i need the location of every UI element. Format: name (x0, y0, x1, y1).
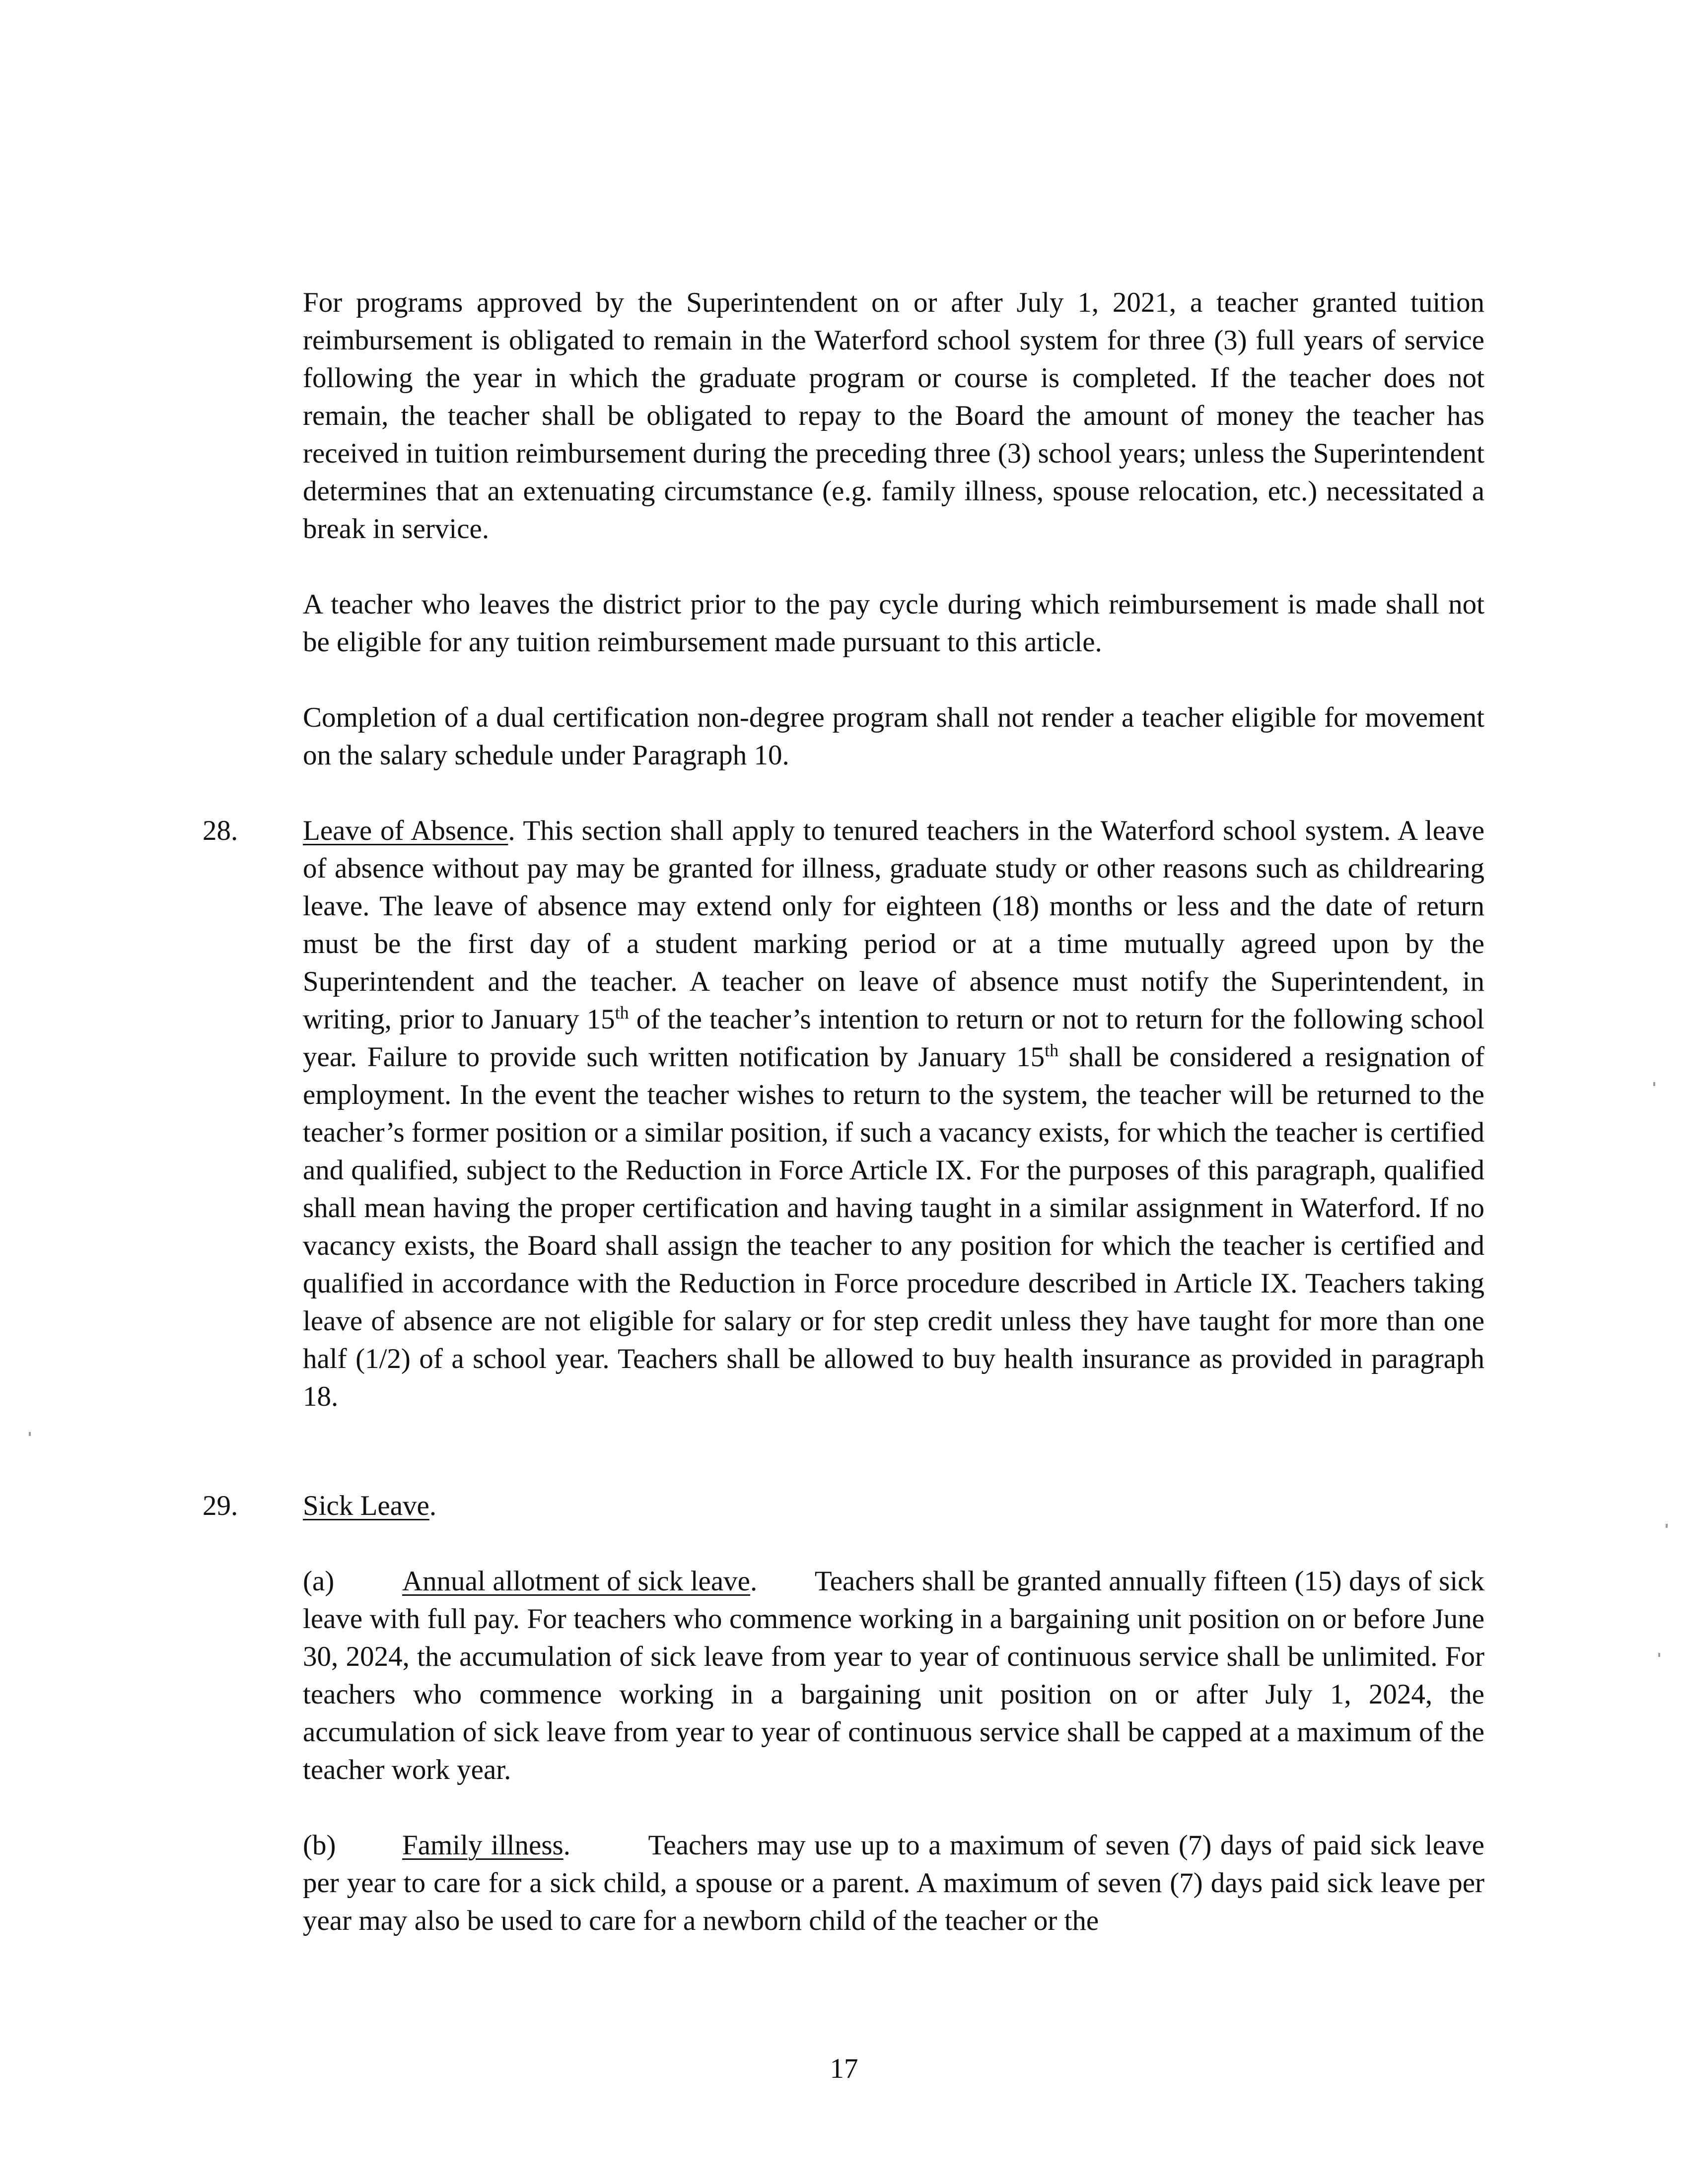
scan-speck (1666, 1524, 1668, 1528)
section-29-b-paragraph (303, 1827, 1484, 1940)
scan-speck (1658, 1653, 1660, 1657)
section-29-b-text: Teachers may use up to a maximum of seven (7) days of paid sick leave per year to care for a sick child, a spouse or a parent. A maximum of seven (7) days paid sick leave per year may also be used to care for a newborn child of the teacher or the (303, 1830, 1484, 1936)
section-28-heading: Leave of Absence (303, 815, 508, 846)
section-29-a-text: Teachers shall be granted annually fifteen (15) days of sick leave with full pay. For teachers who commence working in a bargaining unit position on or before June 30, 2024, the accumulation of sick leave from year to year of continuous service shall be unlimited. For teachers who commence working in a bargaining unit position on or after July 1, 2024, the accumulation of sick leave from year to year of continuous service shall be capped at a maximum of the teacher work year. (303, 1566, 1484, 1785)
section-29-b-label: (b) (303, 1830, 336, 1861)
section-29-heading-suffix: . (429, 1490, 437, 1521)
tuition-paragraph-1: For programs approved by the Superintendent on or after July 1, 2021, a teacher granted tuition reimbursement is obligated to remain in the Waterford school system for three (3) full years of service following the year in which the graduate program or course is completed. If the teacher does not remain, the teacher shall be obligated to repay to the Board the amount of money the teacher has received in tuition reimbursement during the preceding three (3) school years; unless the Superintendent determines that an extenuating circumstance (e.g. family illness, spouse relocation, etc.) necessitated a break in service. (303, 287, 1484, 545)
section-28-text-2: of the teacher’s intention to return or not to return for the following school year. Failure to provide such written notification by January 15 (303, 1004, 1484, 1073)
scan-speck (1653, 1082, 1655, 1086)
section-29-a-title-suffix: . (750, 1566, 758, 1597)
section-28-paragraph (303, 812, 1484, 1416)
section-29-b-title-suffix: . (563, 1830, 570, 1861)
section-28-text-1: . This section shall apply to tenured teachers in the Waterford school system. A leave of absence without pay may be granted for illness, graduate study or other reasons such as childrearing leave. The leave of absence may extend only for eighteen (18) months or less and the date of return must be the first day of a student marking period or at a time mutually agreed upon by the Superintendent and the teacher. A teacher on leave of absence must notify the Superintendent, in writing, prior to January 15 (303, 815, 1484, 1035)
section-29-number: 29. (203, 1490, 238, 1521)
section-29-a-label: (a) (303, 1566, 335, 1597)
section-28-sup-1: th (615, 1003, 629, 1023)
section-28-number: 28. (203, 815, 238, 846)
scan-speck (29, 1432, 31, 1436)
section-29-heading: Sick Leave (303, 1490, 429, 1521)
section-29-b-title: Family illness (402, 1830, 563, 1861)
section-29-a-paragraph (303, 1563, 1484, 1789)
section-28-text-3: shall be considered a resignation of employment. In the event the teacher wishes to return to the system, the teacher will be returned to the teacher’s former position or a similar position, if such a vacancy exists, for which the teacher is certified and qualified, subject to the Reduction in Force Article IX. For the purposes of this paragraph, qualified shall mean having the proper certification and having taught in a similar assignment in Waterford. If no vacancy exists, the Board shall assign the teacher to any position for which the teacher is certified and qualified in accordance with the Reduction in Force procedure described in Article IX. Teachers taking leave of absence are not eligible for salary or for step credit unless they have taught for more than one half (1/2) of a school year. Teachers shall be allowed to buy health insurance as provided in paragraph 18. (303, 1041, 1484, 1412)
page-number: 17 (830, 2053, 858, 2084)
tuition-paragraph-2: A teacher who leaves the district prior to the pay cycle during which reimbursement is made shall not be eligible for any tuition reimbursement made pursuant to this article. (303, 589, 1484, 658)
tuition-paragraph-3: Completion of a dual certification non-degree program shall not render a teacher eligible for movement on the salary schedule under Paragraph 10. (303, 702, 1484, 771)
section-29-heading-line (303, 1487, 1484, 1525)
section-28-sup-2: th (1045, 1040, 1059, 1060)
section-29-a-title: Annual allotment of sick leave (402, 1566, 750, 1597)
